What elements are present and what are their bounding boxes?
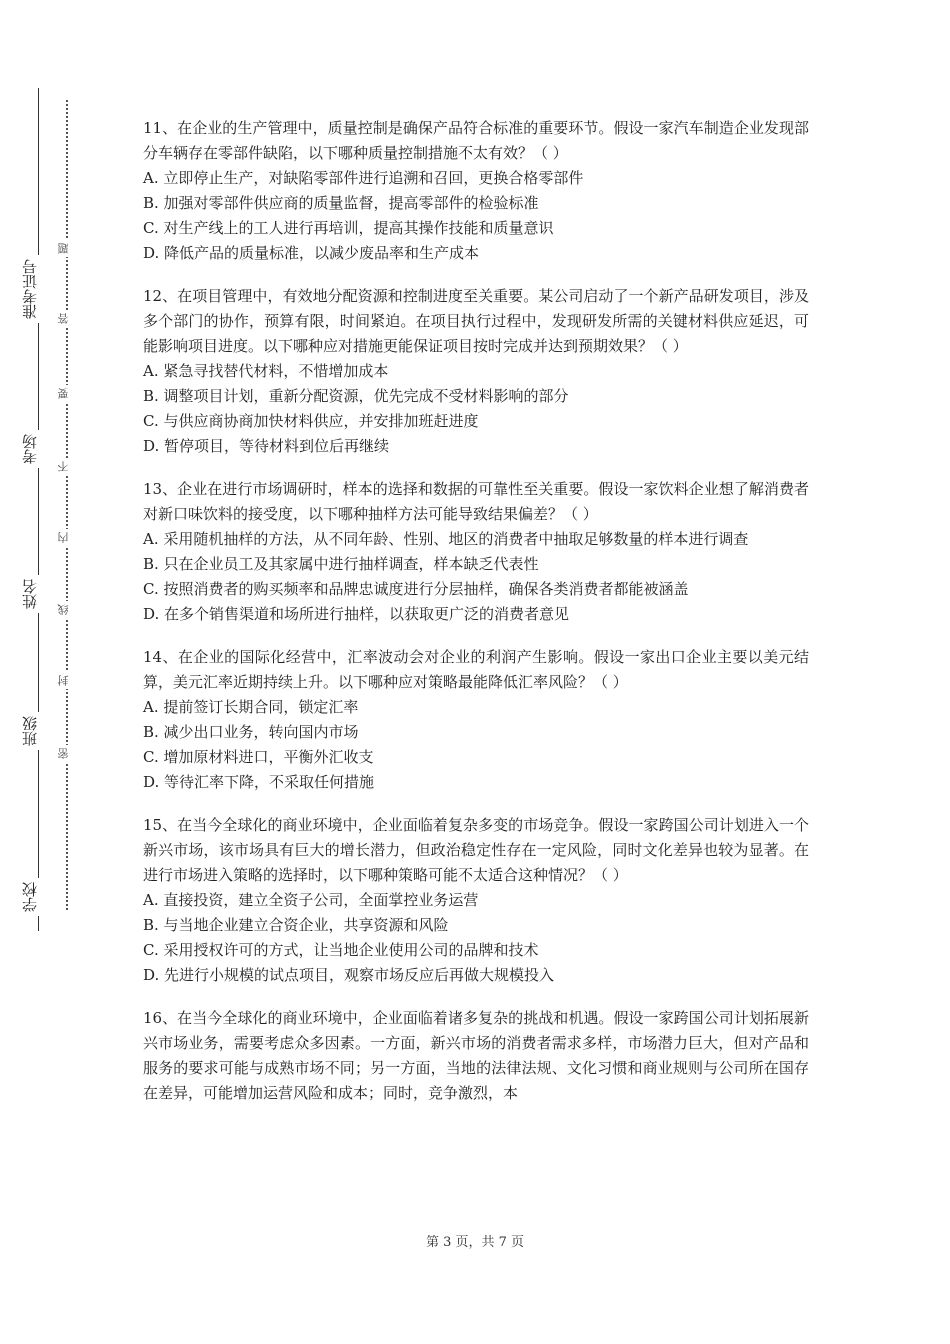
- binding-margin: [0, 0, 90, 1344]
- option-c: C. 按照消费者的购买频率和品牌忠诚度进行分层抽样，确保各类消费者都能被涵盖: [143, 580, 689, 598]
- seal-char: 封: [58, 672, 74, 689]
- option-d: D. 先进行小规模的试点项目，观察市场反应后再做大规模投入: [143, 966, 555, 984]
- option-b: B. 与当地企业建立合资企业，共享资源和风险: [143, 916, 449, 934]
- seal-char: 答: [58, 310, 74, 327]
- field-name: 姓名: [22, 575, 54, 613]
- question-stem: 16、在当今全球化的商业环境中，企业面临着诸多复杂的挑战和机遇。假设一家跨国公司计划拓展新兴市场业务，需要考虑众多因素。一方面，新兴市场的消费者需求多样，市场潜力巨大，但对产品和服务的要求可能与成熟市场不同；另一方面，当地的法律法规、文化习惯和商业规则与公司所在国存在差异，可能增加运营风险和成本；同时，竞争激烈，本: [143, 1009, 809, 1102]
- field-class: 班级: [22, 712, 54, 750]
- page-number: 第 3 页，共 7 页: [425, 1235, 525, 1250]
- option-c: C. 与供应商协商加快材料供应，并安排加班赶进度: [143, 412, 479, 430]
- option-d: D. 等待汇率下降，不采取任何措施: [143, 773, 375, 791]
- seal-char: 内: [58, 529, 74, 546]
- seal-dotted-line: [66, 100, 68, 910]
- option-d: D. 降低产品的质量标准，以减少废品率和生产成本: [143, 244, 480, 262]
- option-a: A. 提前签订长期合同，锁定汇率: [143, 698, 359, 716]
- option-b: B. 只在企业员工及其家属中进行抽样调查，样本缺乏代表性: [143, 555, 539, 573]
- field-exam-room: 考场: [22, 430, 54, 468]
- option-b: B. 减少出口业务，转向国内市场: [143, 723, 359, 741]
- seal-char: 线: [58, 601, 74, 618]
- seal-char: 题: [58, 240, 74, 257]
- seal-char: 不: [58, 458, 74, 475]
- field-school: 学校: [22, 878, 54, 916]
- seal-char: 密: [58, 745, 74, 762]
- option-d: D. 暂停项目，等待材料到位后再继续: [143, 437, 390, 455]
- question-stem: 11、在企业的生产管理中，质量控制是确保产品符合标准的重要环节。假设一家汽车制造企业发现部分车辆存在零部件缺陷，以下哪种质量控制措施不太有效？（ ）: [143, 119, 809, 162]
- option-b: B. 加强对零部件供应商的质量监督，提高零部件的检验标准: [143, 194, 539, 212]
- question-12: [143, 284, 809, 459]
- seal-char: 要: [58, 385, 74, 402]
- option-a: A. 直接投资，建立全资子公司，全面掌控业务运营: [143, 891, 479, 909]
- fill-in-line: [38, 88, 39, 931]
- option-a: A. 紧急寻找替代材料，不惜增加成本: [143, 362, 389, 380]
- question-14: [143, 645, 809, 795]
- option-c: C. 增加原材料进口，平衡外汇收支: [143, 748, 374, 766]
- option-c: C. 采用授权许可的方式，让当地企业使用公司的品牌和技术: [143, 941, 539, 959]
- question-stem: 13、企业在进行市场调研时，样本的选择和数据的可靠性至关重要。假设一家饮料企业想了解消费者对新口味饮料的接受度，以下哪种抽样方法可能导致结果偏差？（ ）: [143, 480, 809, 523]
- option-d: D. 在多个销售渠道和场所进行抽样，以获取更广泛的消费者意见: [143, 605, 570, 623]
- option-b: B. 调整项目计划，重新分配资源，优先完成不受材料影响的部分: [143, 387, 569, 405]
- option-a: A. 采用随机抽样的方法，从不同年龄、性别、地区的消费者中抽取足够数量的样本进行调查: [143, 530, 749, 548]
- option-c: C. 对生产线上的工人进行再培训，提高其操作技能和质量意识: [143, 219, 554, 237]
- option-a: A. 立即停止生产，对缺陷零部件进行追溯和召回，更换合格零部件: [143, 169, 584, 187]
- question-stem: 15、在当今全球化的商业环境中，企业面临着复杂多变的市场竞争。假设一家跨国公司计划进入一个新兴市场，该市场具有巨大的增长潜力，但政治稳定性存在一定风险，同时文化差异也较为显著。在进行市场进入策略的选择时，以下哪种策略可能不太适合这种情况？（ ）: [143, 816, 809, 884]
- field-exam-number: 准考证号: [22, 255, 54, 323]
- question-list: [143, 116, 809, 1124]
- question-stem: 14、在企业的国际化经营中，汇率波动会对企业的利润产生影响。假设一家出口企业主要以美元结算，美元汇率近期持续上升。以下哪种应对策略最能降低汇率风险？（ ）: [143, 648, 809, 691]
- question-11: [143, 116, 809, 266]
- question-13: [143, 477, 809, 627]
- question-15: [143, 813, 809, 988]
- question-16: [143, 1006, 809, 1106]
- question-stem: 12、在项目管理中，有效地分配资源和控制进度至关重要。某公司启动了一个新产品研发项目，涉及多个部门的协作，预算有限，时间紧迫。在项目执行过程中，发现研发所需的关键材料供应延迟，可能影响项目进度。以下哪种应对措施更能保证项目按时完成并达到预期效果？（ ）: [143, 287, 809, 355]
